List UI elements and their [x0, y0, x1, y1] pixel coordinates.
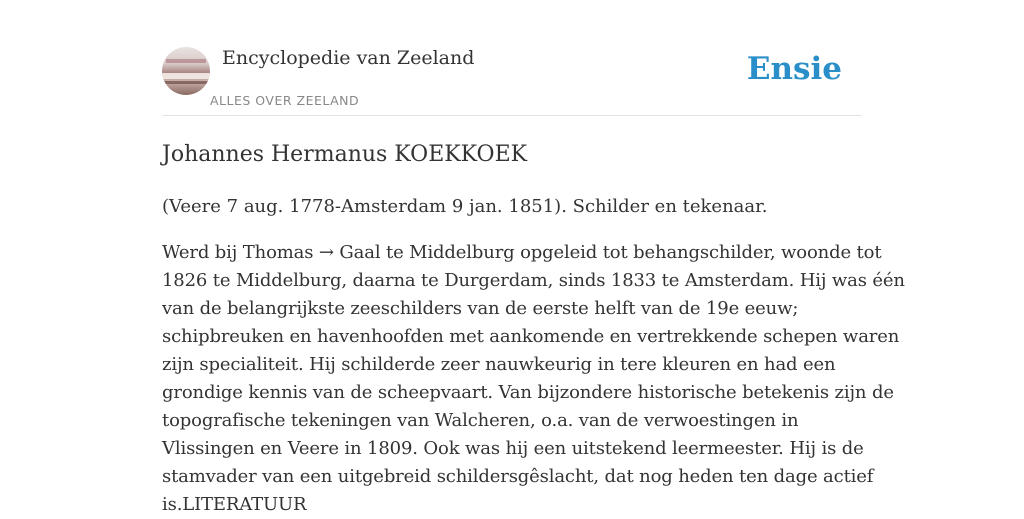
- body-line: schipbreuken en havenhoofden met aankomende en vertrekkende schepen waren: [162, 326, 900, 347]
- body-line: topografische tekeningen van Walcheren, o.a. van de verwoestingen in: [162, 410, 799, 431]
- article-body: [162, 239, 905, 519]
- body-line: 1826 te Middelburg, daarna te Durgerdam, sinds 1833 te Amsterdam. Hij was één: [162, 270, 905, 291]
- site-subtitle: ALLES OVER ZEELAND: [210, 93, 360, 108]
- article-lead: (Veere 7 aug. 1778-Amsterdam 9 jan. 1851). Schilder en tekenaar.: [162, 196, 768, 217]
- body-line: zijn specialiteit. Hij schilderde zeer nauwkeurig in tere kleuren en had een: [162, 354, 836, 375]
- site-header: [162, 0, 862, 116]
- body-line-1: [162, 239, 882, 267]
- article-title: Johannes Hermanus KOEKKOEK: [162, 142, 528, 167]
- brand-logo-link[interactable]: Ensie: [746, 51, 842, 87]
- body-line: stamvader van een uitgebreid schildersgêslacht, dat nog heden ten dage actief: [162, 466, 874, 487]
- avatar-detail: [166, 59, 206, 63]
- body-line: van de belangrijkste zeeschilders van de eerste helft van de 19e eeuw;: [162, 298, 799, 319]
- site-logo-avatar[interactable]: [162, 47, 210, 95]
- body-line: grondige kennis van de scheepvaart. Van bijzondere historische betekenis zijn de: [162, 382, 894, 403]
- page-container: [162, 0, 905, 515]
- avatar-detail: [162, 81, 210, 84]
- avatar-detail: [162, 73, 210, 79]
- body-line: is.LITERATUUR: [162, 494, 307, 515]
- body-line: Vlissingen en Veere in 1809. Ook was hij een uitstekend leermeester. Hij is de: [162, 438, 864, 459]
- body-line-text: te Middelburg opgeleid tot behangschilder, woonde tot: [380, 242, 882, 263]
- site-title-link[interactable]: Encyclopedie van Zeeland: [222, 47, 475, 69]
- body-prefix: Werd bij Thomas: [162, 242, 319, 263]
- cross-reference-link[interactable]: → Gaal: [318, 242, 381, 263]
